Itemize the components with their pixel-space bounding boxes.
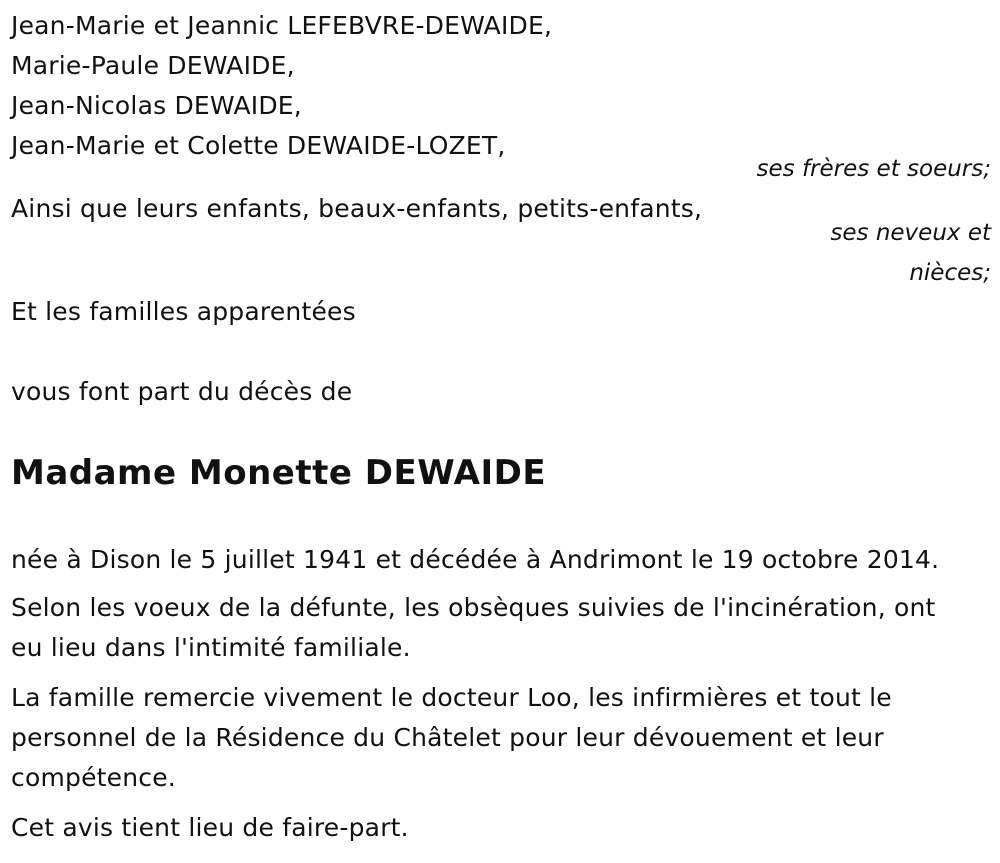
siblings-caption: ses frères et soeurs; bbox=[756, 156, 991, 182]
children-line: Ainsi que leurs enfants, beaux-enfants, petits-enfants, bbox=[11, 194, 703, 223]
family-line-3: Jean-Nicolas DEWAIDE, bbox=[11, 91, 302, 120]
thanks-line-2: personnel de la Résidence du Châtelet pour leur dévouement et leur bbox=[11, 723, 884, 752]
announcement-intro: vous font part du décès de bbox=[11, 377, 353, 406]
family-line-1: Jean-Marie et Jeannic LEFEBVRE-DEWAIDE, bbox=[11, 11, 553, 40]
funeral-line-1: Selon les voeux de la défunte, les obsèques suivies de l'incinération, ont bbox=[11, 593, 936, 622]
family-line-2: Marie-Paule DEWAIDE, bbox=[11, 51, 295, 80]
nephews-caption-line-2: nièces; bbox=[909, 260, 991, 286]
birth-death-line: née à Dison le 5 juillet 1941 et décédée à Andrimont le 19 octobre 2014. bbox=[11, 545, 940, 574]
family-line-4: Jean-Marie et Colette DEWAIDE-LOZET, bbox=[11, 131, 506, 160]
nephews-caption-line-1: ses neveux et bbox=[830, 220, 991, 246]
deceased-name: Madame Monette DEWAIDE bbox=[11, 453, 547, 493]
related-families-line: Et les familles apparentées bbox=[11, 297, 356, 326]
closing-line: Cet avis tient lieu de faire-part. bbox=[11, 813, 409, 842]
thanks-line-3: compétence. bbox=[11, 763, 176, 792]
thanks-line-1: La famille remercie vivement le docteur Loo, les infirmières et tout le bbox=[11, 683, 892, 712]
funeral-line-2: eu lieu dans l'intimité familiale. bbox=[11, 633, 411, 662]
